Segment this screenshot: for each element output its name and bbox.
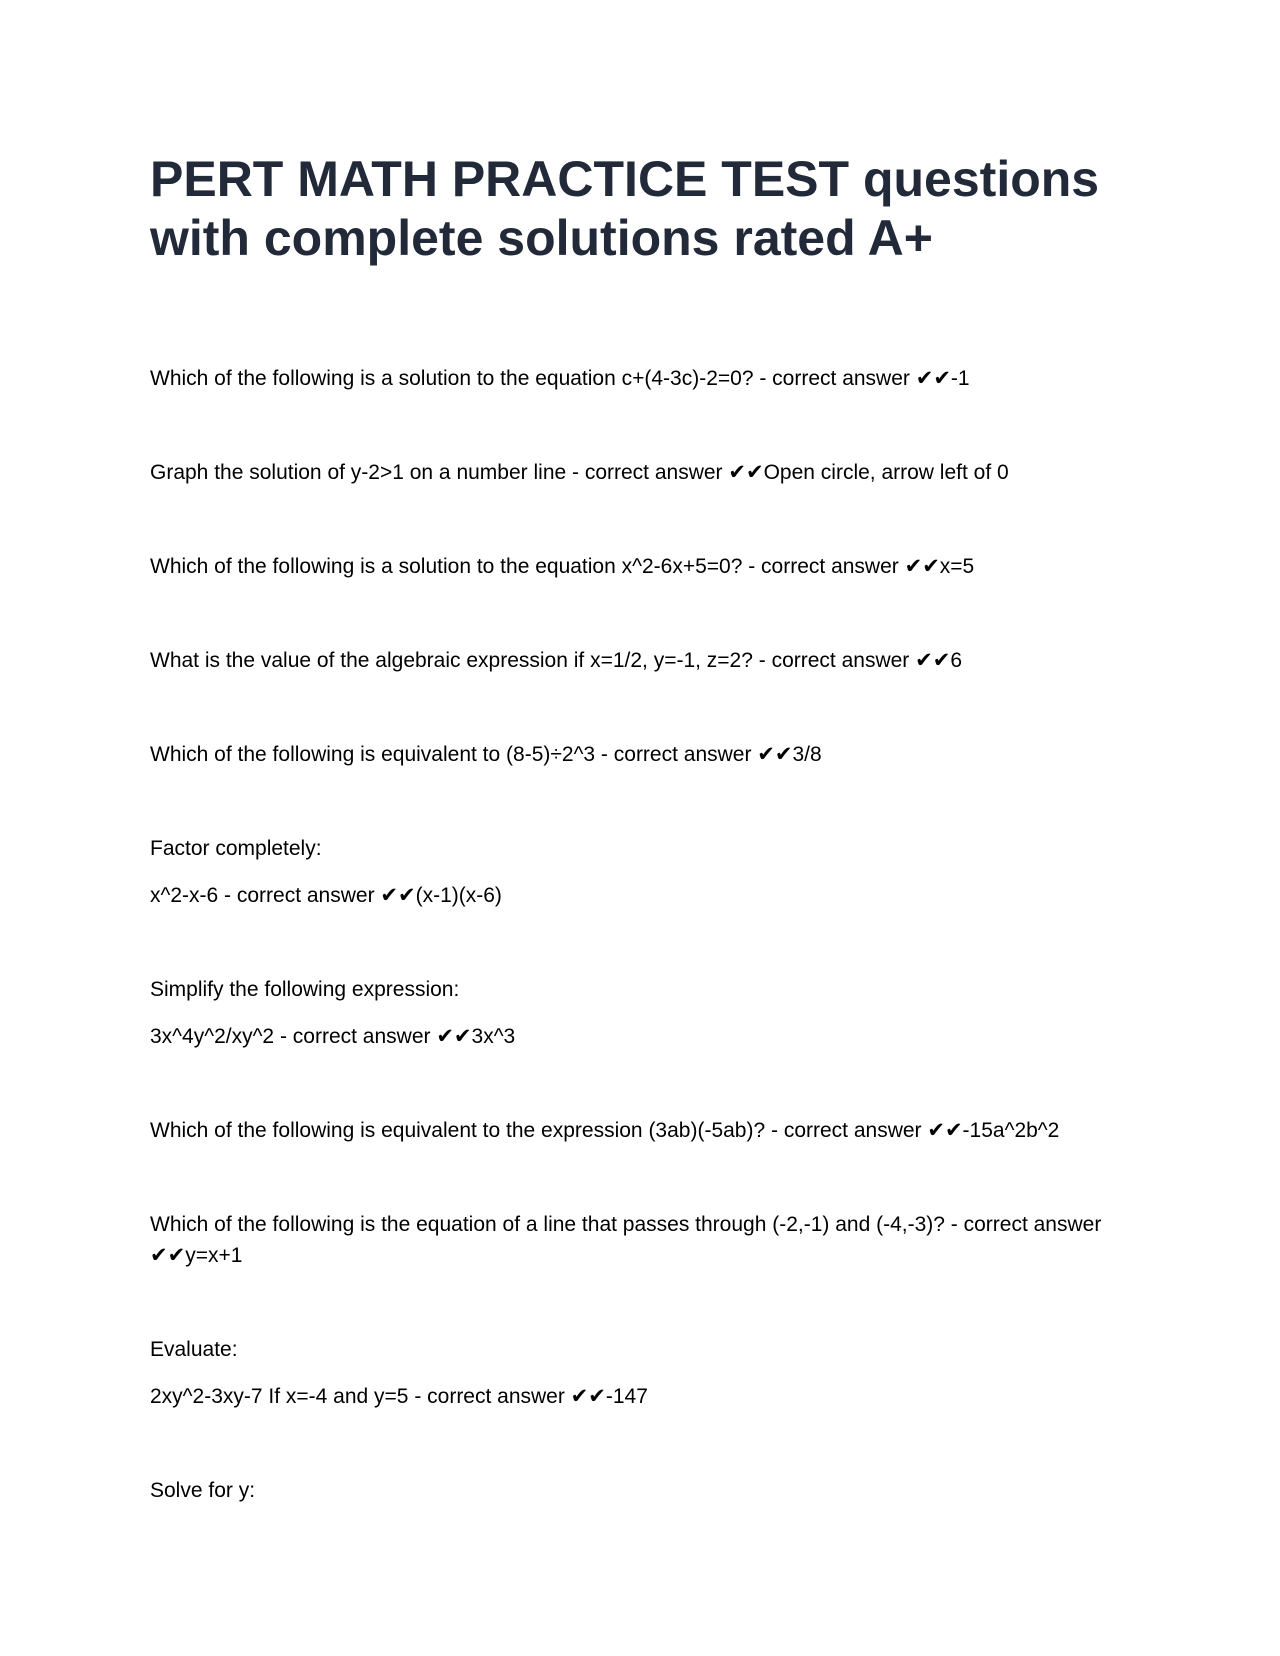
question-item (150, 974, 1130, 1052)
question-item (150, 833, 1130, 911)
question-text: 2xy^2-3xy-7 If x=-4 and y=5 - correct answer ✔✔-147 (150, 1385, 648, 1408)
question-item (150, 1209, 1130, 1271)
question-prompt: Factor completely: (150, 837, 322, 860)
question-prompt: Evaluate: (150, 1338, 238, 1361)
question-item (150, 457, 1130, 488)
question-text: What is the value of the algebraic expression if x=1/2, y=-1, z=2? - correct answer ✔✔6 (150, 649, 962, 672)
question-text: Graph the solution of y-2>1 on a number line - correct answer ✔✔Open circle, arrow left of 0 (150, 461, 1009, 484)
question-item (150, 645, 1130, 676)
question-text: Which of the following is the equation of a line that passes through (-2,-1) and (-4,-3)? - correct answer ✔✔y=x+1 (150, 1213, 1102, 1267)
question-item (150, 363, 1130, 394)
question-text: x^2-x-6 - correct answer ✔✔(x-1)(x-6) (150, 884, 502, 907)
question-text: Which of the following is equivalent to the expression (3ab)(-5ab)? - correct answer ✔✔-15a^2b^2 (150, 1119, 1060, 1142)
question-text: Which of the following is a solution to the equation c+(4-3c)-2=0? - correct answer ✔✔-1 (150, 367, 970, 390)
question-prompt: Solve for y: (150, 1479, 256, 1502)
question-text: 3x^4y^2/xy^2 - correct answer ✔✔3x^3 (150, 1025, 516, 1048)
question-text: Which of the following is a solution to the equation x^2-6x+5=0? - correct answer ✔✔x=5 (150, 555, 975, 578)
question-text: Which of the following is equivalent to (8-5)÷2^3 - correct answer ✔✔3/8 (150, 743, 822, 766)
question-item (150, 1475, 1130, 1506)
question-item (150, 739, 1130, 770)
question-item (150, 551, 1130, 582)
question-item (150, 1334, 1130, 1412)
question-prompt: Simplify the following expression: (150, 978, 460, 1001)
document-title: PERT MATH PRACTICE TEST questions with complete solutions rated A+ (150, 151, 1100, 266)
question-item (150, 1115, 1130, 1146)
document-page (150, 150, 1130, 1569)
